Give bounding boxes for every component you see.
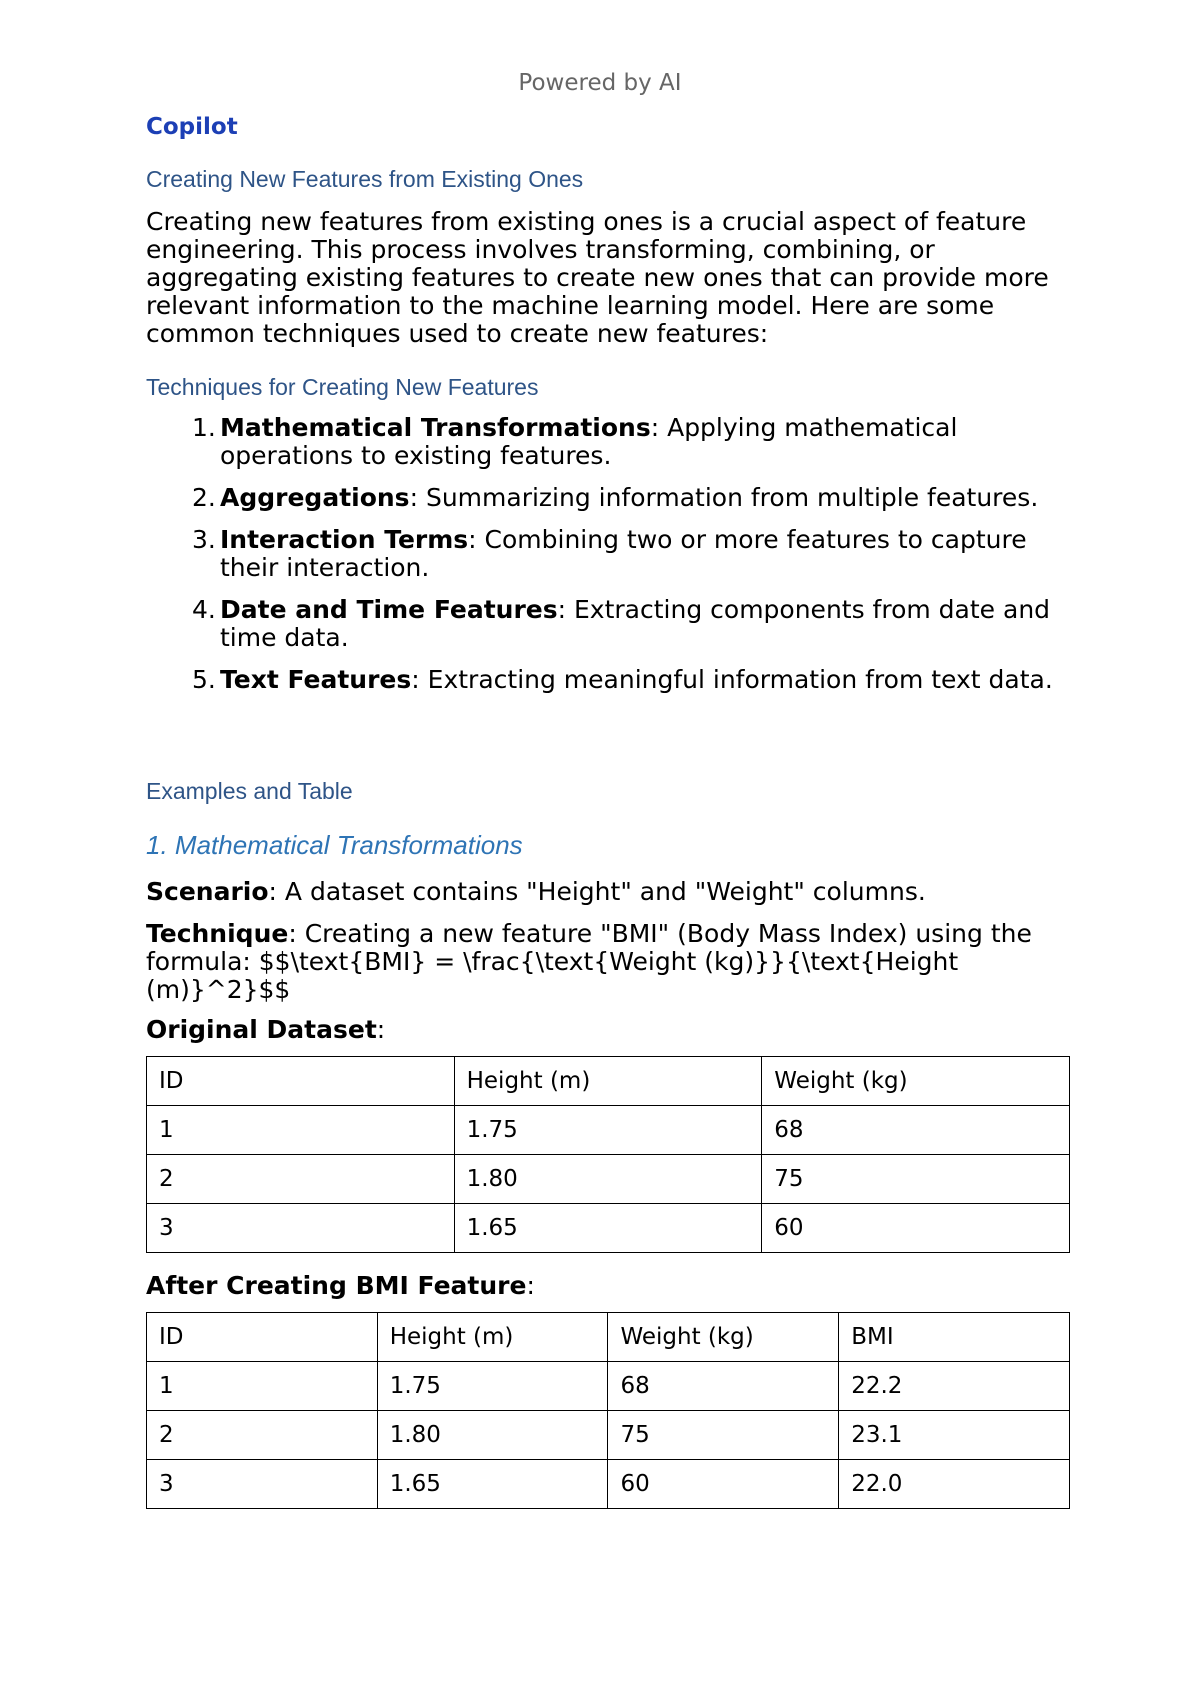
technique-desc: : Summarizing information from multiple features. bbox=[409, 483, 1039, 512]
technique-number: 4. bbox=[192, 595, 216, 624]
table-row bbox=[147, 1362, 1070, 1411]
examples-heading: Examples and Table bbox=[146, 778, 353, 804]
after-bmi-label bbox=[146, 1272, 535, 1300]
technique-item bbox=[146, 526, 1070, 582]
table-cell: 3 bbox=[147, 1460, 378, 1509]
technique-label: Technique bbox=[146, 919, 289, 948]
table-header-cell: Weight (kg) bbox=[762, 1057, 1070, 1106]
technique-number: 3. bbox=[192, 525, 216, 554]
original-label-text: Original Dataset bbox=[146, 1015, 377, 1044]
powered-by-ai: Powered by AI bbox=[518, 70, 682, 96]
technique-number: 1. bbox=[192, 413, 216, 442]
table-header-cell: Height (m) bbox=[454, 1057, 762, 1106]
table-row bbox=[147, 1204, 1070, 1253]
technique-text: : Creating a new feature "BMI" (Body Mass Index) using the formula: $$\text{BMI} = \frac{\text{Weight (kg)}}{\text{Height (m)}^2}$$ bbox=[146, 919, 1032, 1004]
techniques-heading: Techniques for Creating New Features bbox=[146, 374, 539, 400]
technique-desc: : Extracting components from date and time data. bbox=[220, 595, 1051, 652]
table-cell: 60 bbox=[762, 1204, 1070, 1253]
table-cell: 68 bbox=[608, 1362, 839, 1411]
table-cell: 1.65 bbox=[454, 1204, 762, 1253]
technique-item bbox=[146, 414, 1070, 470]
table-header-cell: Height (m) bbox=[377, 1313, 608, 1362]
table-cell: 1.75 bbox=[454, 1106, 762, 1155]
table-cell: 1.75 bbox=[377, 1362, 608, 1411]
table-cell: 23.1 bbox=[839, 1411, 1070, 1460]
table-header-row bbox=[147, 1313, 1070, 1362]
table-cell: 1 bbox=[147, 1106, 455, 1155]
technique-number: 2. bbox=[192, 483, 216, 512]
technique-term: Mathematical Transformations bbox=[220, 413, 651, 442]
table-header-cell: ID bbox=[147, 1057, 455, 1106]
table-cell: 68 bbox=[762, 1106, 1070, 1155]
scenario-line bbox=[146, 878, 1076, 906]
table-row bbox=[147, 1155, 1070, 1204]
table-cell: 3 bbox=[147, 1204, 455, 1253]
doc-title: Creating New Features from Existing Ones bbox=[146, 166, 584, 192]
table-cell: 2 bbox=[147, 1411, 378, 1460]
table-header-row bbox=[147, 1057, 1070, 1106]
scenario-label: Scenario bbox=[146, 877, 269, 906]
technique-desc: : Applying mathematical operations to existing features. bbox=[220, 413, 958, 470]
bmi-dataset-table bbox=[146, 1312, 1070, 1509]
table-cell: 1.80 bbox=[454, 1155, 762, 1204]
technique-number: 5. bbox=[192, 665, 216, 694]
intro-paragraph: Creating new features from existing ones is a crucial aspect of feature engineering. This process involves transforming, combining, or aggregating existing features to create new ones that can provide more relevant information to the machine learning model. Here are some common techniques used to create new features: bbox=[146, 207, 1049, 348]
table-cell: 75 bbox=[608, 1411, 839, 1460]
technique-item bbox=[146, 666, 1070, 694]
table-header-cell: ID bbox=[147, 1313, 378, 1362]
copilot-brand: Copilot bbox=[146, 114, 238, 140]
after-label-text: After Creating BMI Feature bbox=[146, 1271, 527, 1300]
techniques-list bbox=[146, 414, 1070, 708]
technique-term: Aggregations bbox=[220, 483, 410, 512]
table-row bbox=[147, 1411, 1070, 1460]
technique-desc: : Extracting meaningful information from text data. bbox=[411, 665, 1053, 694]
table-cell: 1 bbox=[147, 1362, 378, 1411]
technique-term: Date and Time Features bbox=[220, 595, 558, 624]
technique-line bbox=[146, 920, 1076, 1004]
table-row bbox=[147, 1106, 1070, 1155]
table-cell: 75 bbox=[762, 1155, 1070, 1204]
original-dataset-table bbox=[146, 1056, 1070, 1253]
label-colon: : bbox=[376, 1015, 386, 1044]
example-title: 1. Mathematical Transformations bbox=[146, 830, 523, 860]
label-colon: : bbox=[526, 1271, 535, 1300]
scenario-text: : A dataset contains "Height" and "Weight" columns. bbox=[268, 877, 926, 906]
technique-item bbox=[146, 596, 1070, 652]
technique-desc: : Combining two or more features to capture their interaction. bbox=[220, 525, 1027, 582]
technique-term: Interaction Terms bbox=[220, 525, 469, 554]
table-row bbox=[147, 1460, 1070, 1509]
technique-term: Text Features bbox=[220, 665, 412, 694]
table-header-cell: Weight (kg) bbox=[608, 1313, 839, 1362]
table-cell: 1.80 bbox=[377, 1411, 608, 1460]
table-cell: 22.0 bbox=[839, 1460, 1070, 1509]
original-dataset-label bbox=[146, 1016, 385, 1044]
table-cell: 1.65 bbox=[377, 1460, 608, 1509]
table-cell: 60 bbox=[608, 1460, 839, 1509]
table-header-cell: BMI bbox=[839, 1313, 1070, 1362]
table-cell: 2 bbox=[147, 1155, 455, 1204]
technique-item bbox=[146, 484, 1070, 512]
table-cell: 22.2 bbox=[839, 1362, 1070, 1411]
